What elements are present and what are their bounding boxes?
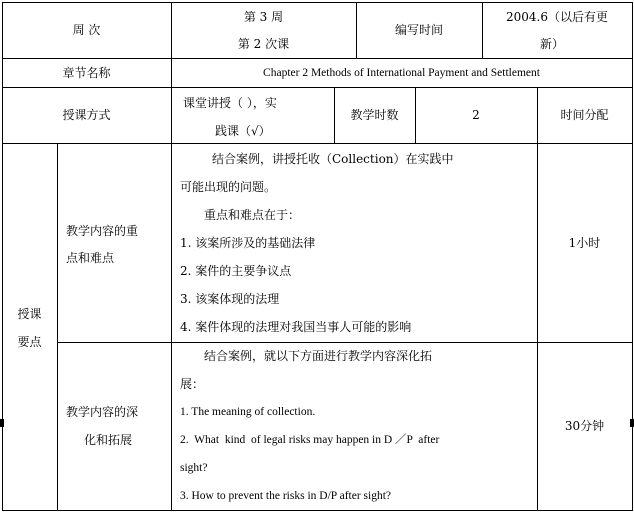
date-label: 编写时间 [394,23,443,37]
list-item: 1. 该案所涉及的基础法律 [180,236,316,250]
list-item: 2. 案件的主要争议点 [180,264,292,278]
column-divider [57,143,58,511]
section-label: 教学内容的重 [66,224,139,238]
list-item: 3. 该案体现的法理 [180,292,280,306]
row-divider [2,58,633,59]
week-value: 第 3 周 [243,10,284,24]
key-points-label: 授课 [17,307,42,321]
table-border-top [2,2,633,3]
section-intro-continued: 可能出现的问题。 [180,180,277,194]
date-value: 2004.6（以后有更 [506,10,608,24]
list-item: 3. How to prevent the risks in D/P after sight? [180,490,392,502]
chapter-label: 章节名称 [62,66,111,80]
column-divider [537,87,538,511]
section-label-continued: 点和难点 [66,251,115,265]
column-divider [171,143,172,511]
list-item: 2. What kind of legal risks may happen in D ／P after [180,434,440,446]
week-label: 周 次 [72,23,101,37]
section-label-continued: 化和拓展 [84,433,133,447]
key-points-label-continued: 要点 [17,335,42,349]
hours-value: 2 [472,108,480,122]
row-divider [2,143,633,144]
list-item-continued: sight? [180,462,208,474]
list-item: 1. The meaning of collection. [180,406,316,418]
edge-mark [0,419,4,427]
table-border-bottom [2,510,633,511]
focus-heading: 重点和难点在于： [204,208,301,222]
section-label: 教学内容的深 [66,405,139,419]
method-value-continued: 践课（√） [215,124,271,138]
list-item: 4. 案件体现的法理对我国当事人可能的影响 [180,320,412,334]
time-allocation-label: 时间分配 [560,108,609,122]
section-time: 1小时 [568,236,601,250]
hours-label: 教学时数 [350,108,399,122]
table-border-right [632,2,633,511]
section-intro-continued: 展： [180,377,205,391]
method-value: 课堂讲授（ ），实 [183,96,277,110]
date-value-continued: 新） [540,37,565,51]
row-divider [2,87,633,88]
session-value: 第 2 次课 [237,37,290,51]
section-intro: 结合案例，讲授托收（Collection）在实践中 [212,152,454,166]
section-time: 30分钟 [564,419,605,433]
row-divider [57,342,633,343]
section-intro: 结合案例，就以下方面进行教学内容深化拓 [204,349,433,363]
method-label: 授课方式 [62,108,111,122]
chapter-title: Chapter 2 Methods of International Payment and Settlement [263,67,540,79]
